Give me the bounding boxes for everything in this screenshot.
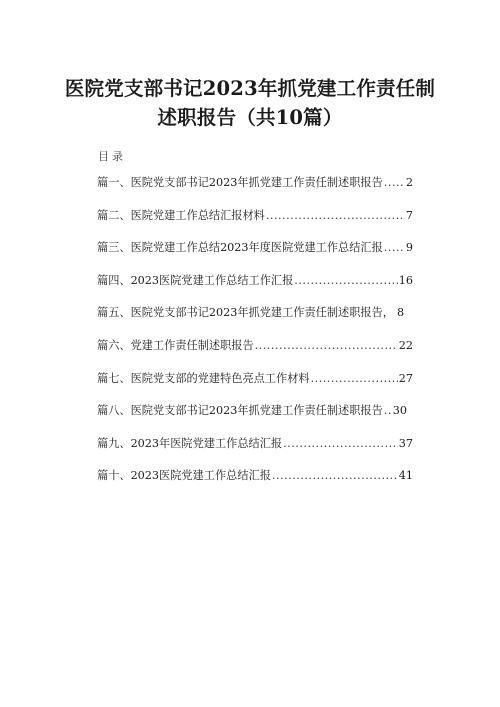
toc-entry-title: 篇十、2023医院党建工作总结汇报 (97, 469, 271, 483)
title-line-1: 医院党支部书记2023年抓党建工作责任制 (64, 77, 436, 100)
toc-entry-page: 22 (398, 338, 413, 352)
toc-entry[interactable] (97, 175, 413, 208)
toc-entry[interactable] (97, 436, 413, 469)
toc-entry[interactable] (97, 305, 413, 338)
toc-entry-page: 16 (398, 273, 413, 287)
toc-entry[interactable] (97, 240, 413, 273)
toc-heading: 目录 (98, 150, 126, 163)
toc-entry-page: 37 (398, 436, 413, 450)
toc-entry[interactable] (97, 468, 413, 501)
toc-entry-title: 篇三、医院党建工作总结2023年度医院党建工作总结汇报 (97, 241, 383, 255)
toc-entry[interactable] (97, 371, 413, 404)
toc-entry-page: 7 (405, 208, 413, 222)
toc-leader-dots (384, 175, 405, 191)
toc-entry-title: 篇四、2023医院党建工作总结工作汇报 (97, 273, 294, 287)
title-line-2: 述职报告（共10篇） (157, 106, 343, 129)
toc-leader-dots (384, 240, 405, 256)
document-title (40, 74, 460, 132)
toc-leader-dots (311, 371, 398, 387)
toc-entry-title: 篇八、医院党支部书记2023年抓党建工作责任制述职报告 (97, 404, 383, 418)
toc-entry[interactable] (97, 208, 413, 241)
toc-leader-dots (266, 208, 405, 224)
toc-leader-dots (294, 273, 397, 289)
toc-entry-title: 篇一、医院党支部书记2023年抓党建工作责任制述职报告 (97, 176, 383, 189)
toc-entry-page: 2 (405, 176, 413, 189)
toc-leader-dots (272, 468, 398, 484)
table-of-contents (97, 175, 413, 501)
toc-leader-dots (384, 403, 392, 419)
toc-entry-title: 篇七、医院党支部的党建特色亮点工作材料 (97, 371, 310, 385)
toc-entry[interactable] (97, 403, 413, 436)
toc-leader-dots (283, 436, 398, 452)
toc-entry-title: 篇五、医院党支部书记2023年抓党建工作责任制述职报告， (97, 306, 394, 320)
toc-entry-title: 篇九、2023年医院党建工作总结汇报 (97, 436, 283, 450)
toc-entry-page: 8 (396, 306, 405, 320)
toc-entry-page: 41 (398, 469, 413, 483)
toc-entry-title: 篇二、医院党建工作总结汇报材料 (97, 208, 265, 222)
toc-entry[interactable] (97, 338, 413, 371)
toc-entry-title: 篇六、党建工作责任制述职报告 (97, 338, 254, 352)
toc-leader-dots (255, 338, 398, 354)
toc-entry-page: 27 (398, 371, 413, 385)
toc-entry-page: 30 (392, 404, 408, 418)
toc-entry-page: 9 (405, 241, 413, 255)
toc-entry[interactable] (97, 273, 413, 306)
